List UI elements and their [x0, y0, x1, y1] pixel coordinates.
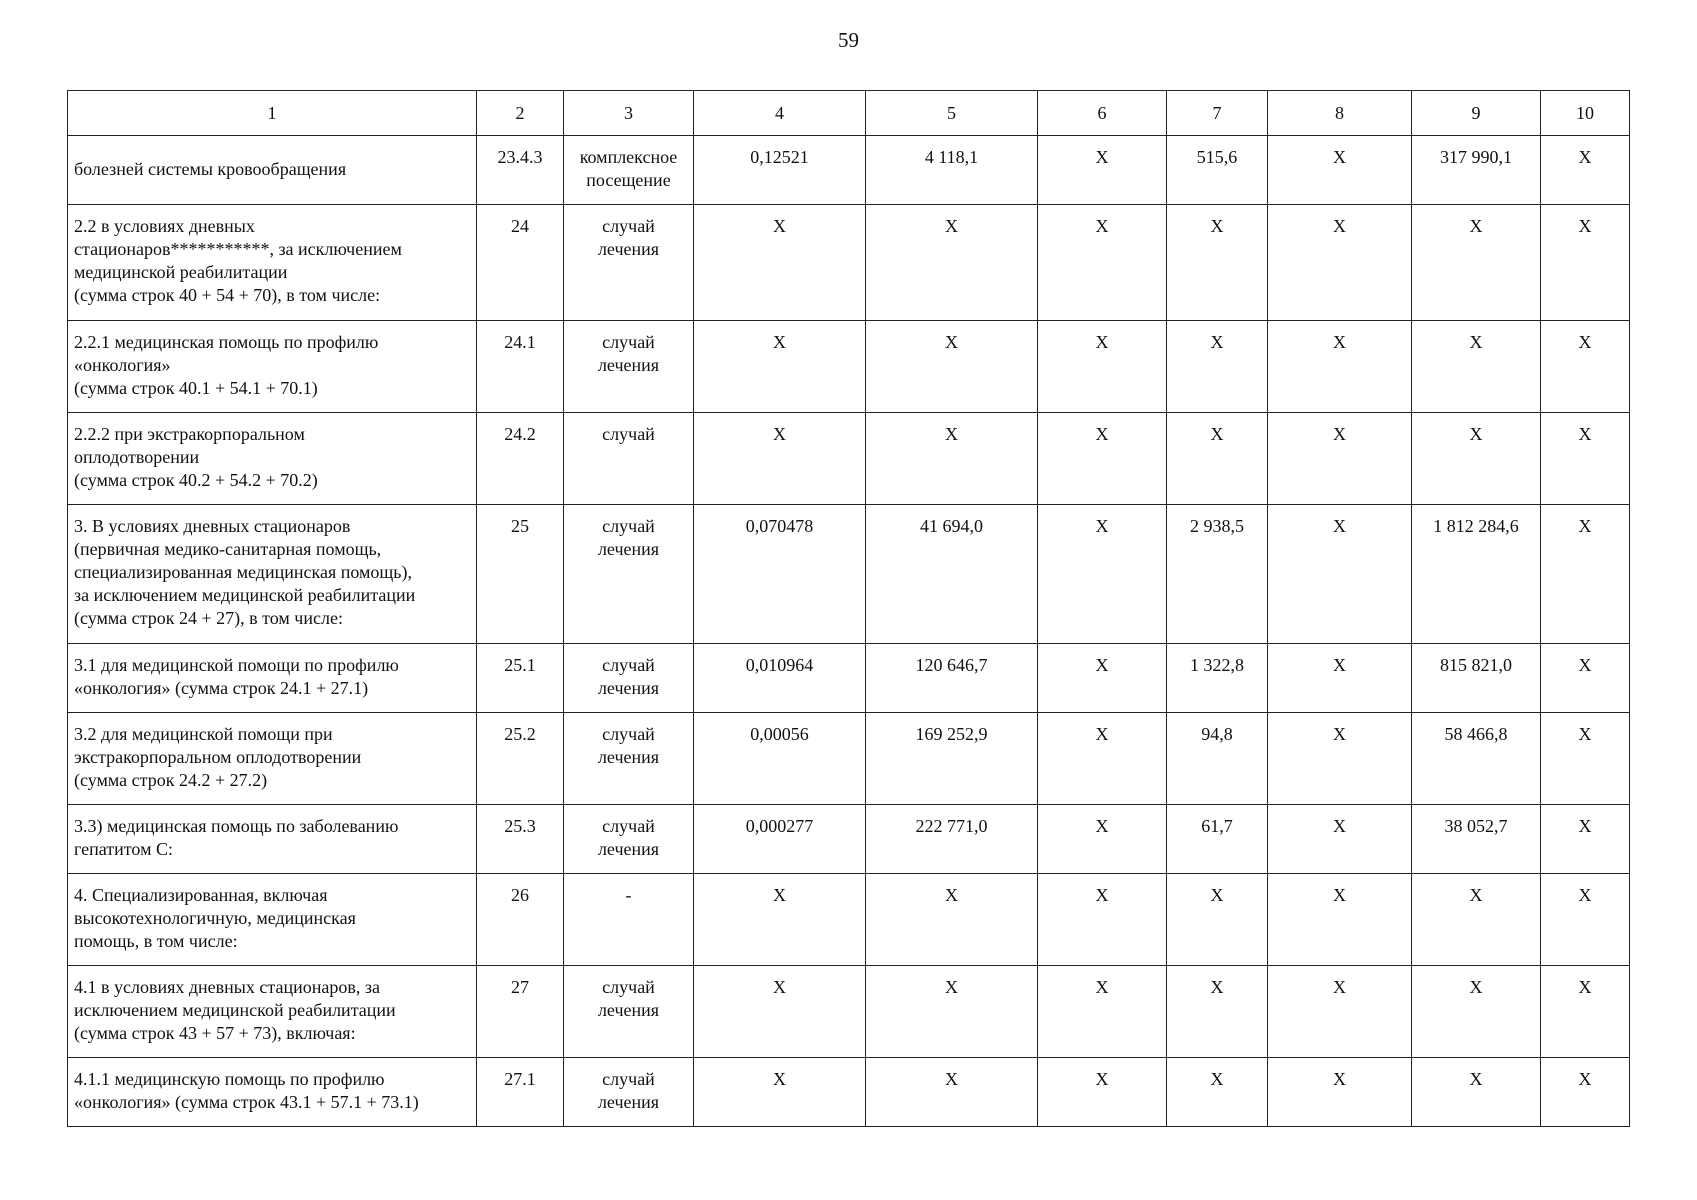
table-row — [68, 644, 1630, 713]
table-cell-col-6: X — [1038, 136, 1167, 205]
table-cell-col-4: 0,00056 — [694, 713, 866, 805]
header-cell: 10 — [1541, 91, 1630, 136]
header-cell: 6 — [1038, 91, 1167, 136]
table-cell-col-4: X — [694, 1058, 866, 1127]
table-cell-col-1: 4.1 в условиях дневных стационаров, за исключением медицинской реабилитации (сумма строк 43 + 57 + 73), включая: — [68, 966, 477, 1058]
table-cell-col-7: 1 322,8 — [1167, 644, 1268, 713]
table-cell-col-6: X — [1038, 505, 1167, 644]
table-cell-col-4: 0,000277 — [694, 805, 866, 874]
table-cell-col-10: X — [1541, 205, 1630, 321]
table-cell-col-7: 61,7 — [1167, 805, 1268, 874]
table-cell-col-2: 24.1 — [477, 321, 564, 413]
table-cell-col-1: 3.1 для медицинской помощи по профилю «онкология» (сумма строк 24.1 + 27.1) — [68, 644, 477, 713]
table-cell-col-7: 2 938,5 — [1167, 505, 1268, 644]
table-cell-col-2: 25 — [477, 505, 564, 644]
table-cell-col-5: X — [866, 874, 1038, 966]
table-cell-col-7: X — [1167, 321, 1268, 413]
table-cell-col-3: случай лечения — [564, 966, 694, 1058]
table-row — [68, 413, 1630, 505]
table-cell-col-7: X — [1167, 1058, 1268, 1127]
table-cell-col-9: X — [1412, 321, 1541, 413]
table-cell-col-5: X — [866, 321, 1038, 413]
table-cell-col-3: случай лечения — [564, 805, 694, 874]
table-row — [68, 874, 1630, 966]
table-cell-col-2: 24 — [477, 205, 564, 321]
table-cell-col-4: X — [694, 321, 866, 413]
table-cell-col-2: 25.2 — [477, 713, 564, 805]
table-cell-col-5: 41 694,0 — [866, 505, 1038, 644]
table-cell-col-2: 23.4.3 — [477, 136, 564, 205]
header-cell: 2 — [477, 91, 564, 136]
table-cell-col-4: X — [694, 966, 866, 1058]
header-cell: 1 — [68, 91, 477, 136]
table-cell-col-8: X — [1268, 713, 1412, 805]
table-cell-col-6: X — [1038, 205, 1167, 321]
table-cell-col-5: 120 646,7 — [866, 644, 1038, 713]
table-cell-col-1: 2.2.2 при экстракорпоральном оплодотворении (сумма строк 40.2 + 54.2 + 70.2) — [68, 413, 477, 505]
table-cell-col-8: X — [1268, 413, 1412, 505]
table-cell-col-4: X — [694, 205, 866, 321]
table-cell-col-10: X — [1541, 413, 1630, 505]
table-cell-col-1: 3. В условиях дневных стационаров (первичная медико-санитарная помощь, специализированная медицинская помощь), за исключением медицинской реабилитации (сумма строк 24 + 27), в том числе: — [68, 505, 477, 644]
table-cell-col-6: X — [1038, 644, 1167, 713]
table-cell-col-3: случай лечения — [564, 205, 694, 321]
table-cell-col-5: X — [866, 413, 1038, 505]
table-cell-col-8: X — [1268, 644, 1412, 713]
table-cell-col-5: 4 118,1 — [866, 136, 1038, 205]
table-cell-col-4: X — [694, 413, 866, 505]
table-cell-col-10: X — [1541, 874, 1630, 966]
table-cell-col-6: X — [1038, 713, 1167, 805]
table-cell-col-1: 3.3) медицинская помощь по заболеванию гепатитом С: — [68, 805, 477, 874]
header-cell: 8 — [1268, 91, 1412, 136]
table-row — [68, 966, 1630, 1058]
table-cell-col-3: комплексное посещение — [564, 136, 694, 205]
table-cell-col-8: X — [1268, 874, 1412, 966]
header-cell: 4 — [694, 91, 866, 136]
data-table — [67, 90, 1630, 1127]
table-cell-col-7: 515,6 — [1167, 136, 1268, 205]
table-row — [68, 713, 1630, 805]
table-cell-col-5: 222 771,0 — [866, 805, 1038, 874]
table-cell-col-7: 94,8 — [1167, 713, 1268, 805]
table-cell-col-5: X — [866, 205, 1038, 321]
header-cell: 7 — [1167, 91, 1268, 136]
table-cell-col-4: 0,010964 — [694, 644, 866, 713]
table-cell-col-10: X — [1541, 644, 1630, 713]
table-cell-col-6: X — [1038, 321, 1167, 413]
table-cell-col-8: X — [1268, 505, 1412, 644]
table-cell-col-6: X — [1038, 1058, 1167, 1127]
page-number: 59 — [838, 28, 859, 52]
table-cell-col-1: 2.2 в условиях дневных стационаров***********, за исключением медицинской реабилитации (сумма строк 40 + 54 + 70), в том числе: — [68, 205, 477, 321]
table-cell-col-10: X — [1541, 805, 1630, 874]
header-cell: 3 — [564, 91, 694, 136]
table-cell-col-9: X — [1412, 1058, 1541, 1127]
table-cell-col-10: X — [1541, 966, 1630, 1058]
table-cell-col-9: X — [1412, 205, 1541, 321]
table-cell-col-1: 2.2.1 медицинская помощь по профилю «онкология» (сумма строк 40.1 + 54.1 + 70.1) — [68, 321, 477, 413]
table-cell-col-9: X — [1412, 966, 1541, 1058]
table-cell-col-3: случай лечения — [564, 505, 694, 644]
table-row — [68, 1058, 1630, 1127]
table-cell-col-8: X — [1268, 321, 1412, 413]
table-cell-col-9: X — [1412, 874, 1541, 966]
table-cell-col-1: 3.2 для медицинской помощи при экстракорпоральном оплодотворении (сумма строк 24.2 + 27.2) — [68, 713, 477, 805]
table-cell-col-10: X — [1541, 1058, 1630, 1127]
table-cell-col-9: 815 821,0 — [1412, 644, 1541, 713]
table-cell-col-6: X — [1038, 805, 1167, 874]
table-cell-col-1: болезней системы кровообращения — [68, 136, 477, 205]
table-cell-col-8: X — [1268, 1058, 1412, 1127]
table-cell-col-2: 25.1 — [477, 644, 564, 713]
table-cell-col-9: X — [1412, 413, 1541, 505]
table-row — [68, 805, 1630, 874]
table-cell-col-4: X — [694, 874, 866, 966]
table-cell-col-9: 317 990,1 — [1412, 136, 1541, 205]
header-cell: 5 — [866, 91, 1038, 136]
table-cell-col-8: X — [1268, 136, 1412, 205]
table-cell-col-2: 24.2 — [477, 413, 564, 505]
header-cell: 9 — [1412, 91, 1541, 136]
table-cell-col-2: 26 — [477, 874, 564, 966]
table-cell-col-7: X — [1167, 205, 1268, 321]
table-cell-col-10: X — [1541, 321, 1630, 413]
table-cell-col-3: случай лечения — [564, 644, 694, 713]
table-cell-col-9: 38 052,7 — [1412, 805, 1541, 874]
table-cell-col-8: X — [1268, 805, 1412, 874]
table-cell-col-2: 27.1 — [477, 1058, 564, 1127]
table-cell-col-3: случай лечения — [564, 713, 694, 805]
table-cell-col-7: X — [1167, 874, 1268, 966]
table-cell-col-6: X — [1038, 874, 1167, 966]
table-cell-col-3: случай лечения — [564, 321, 694, 413]
table-row — [68, 321, 1630, 413]
table-cell-col-3: - — [564, 874, 694, 966]
table-cell-col-6: X — [1038, 413, 1167, 505]
table-cell-col-9: 58 466,8 — [1412, 713, 1541, 805]
table-cell-col-10: X — [1541, 505, 1630, 644]
table-cell-col-1: 4.1.1 медицинскую помощь по профилю «онкология» (сумма строк 43.1 + 57.1 + 73.1) — [68, 1058, 477, 1127]
table-row — [68, 205, 1630, 321]
table-cell-col-8: X — [1268, 966, 1412, 1058]
table-cell-col-5: X — [866, 1058, 1038, 1127]
table-cell-col-4: 0,070478 — [694, 505, 866, 644]
table-header-row — [68, 91, 1630, 136]
table-cell-col-7: X — [1167, 413, 1268, 505]
table-cell-col-1: 4. Специализированная, включая высокотехнологичную, медицинская помощь, в том числе: — [68, 874, 477, 966]
table-cell-col-3: случай лечения — [564, 1058, 694, 1127]
table-cell-col-5: 169 252,9 — [866, 713, 1038, 805]
table-cell-col-5: X — [866, 966, 1038, 1058]
table-row — [68, 505, 1630, 644]
table-cell-col-2: 25.3 — [477, 805, 564, 874]
table-cell-col-9: 1 812 284,6 — [1412, 505, 1541, 644]
table-cell-col-6: X — [1038, 966, 1167, 1058]
table-cell-col-10: X — [1541, 136, 1630, 205]
table-cell-col-7: X — [1167, 966, 1268, 1058]
table-cell-col-4: 0,12521 — [694, 136, 866, 205]
table-cell-col-10: X — [1541, 713, 1630, 805]
table-cell-col-8: X — [1268, 205, 1412, 321]
table-cell-col-3: случай — [564, 413, 694, 505]
table-row — [68, 136, 1630, 205]
table-body — [68, 91, 1630, 1127]
table-cell-col-2: 27 — [477, 966, 564, 1058]
